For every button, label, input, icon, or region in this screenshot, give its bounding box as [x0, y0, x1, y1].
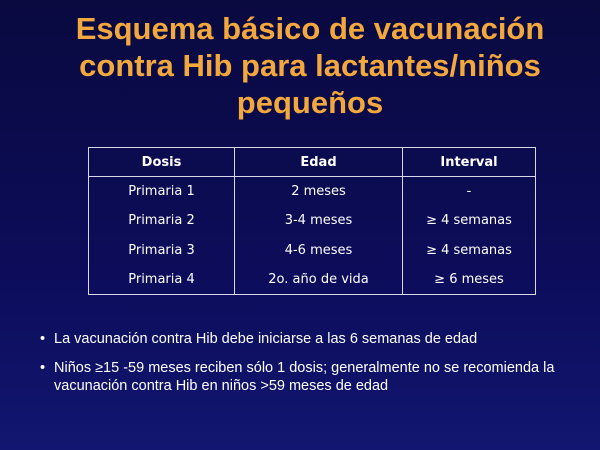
table-header-row: [89, 148, 535, 177]
table-row: [89, 206, 535, 235]
cell-dosis: Primaria 2: [89, 206, 235, 235]
title-line-2: contra Hib para lactantes/niños: [79, 48, 541, 83]
title-line-3: pequeños: [236, 85, 384, 120]
cell-dosis: Primaria 3: [89, 235, 235, 264]
cell-dosis: Primaria 1: [89, 177, 235, 207]
header-dosis: Dosis: [89, 148, 235, 177]
cell-interval: -: [466, 184, 472, 200]
bullet-text: Niños ≥15 -59 meses reciben sólo 1 dosis; generalmente no se recomienda la vacunación contra Hib en niños >59 meses de edad: [54, 360, 555, 394]
bullet-list: [40, 330, 580, 406]
table-row: [89, 177, 535, 207]
cell-edad: 2 meses: [235, 177, 403, 207]
title-line-1: Esquema básico de vacunación: [75, 11, 545, 46]
table-row: [89, 235, 535, 264]
cell-interval: ≥ 6 meses: [434, 271, 504, 287]
cell-edad: 4-6 meses: [235, 235, 403, 264]
vaccination-schedule-table: [88, 147, 536, 295]
bullet-marker: •: [40, 360, 46, 376]
bullet-text: La vacunación contra Hib debe iniciarse a las 6 semanas de edad: [54, 331, 478, 347]
cell-interval: ≥ 4 semanas: [426, 213, 512, 229]
header-interval: Interval: [403, 148, 536, 177]
cell-interval: ≥ 4 semanas: [426, 242, 512, 258]
cell-edad: 3-4 meses: [235, 206, 403, 235]
table-row: [89, 265, 535, 294]
cell-dosis: Primaria 4: [89, 265, 235, 294]
list-item: [40, 359, 580, 395]
header-edad: Edad: [235, 148, 403, 177]
cell-edad: 2o. año de vida: [235, 265, 403, 294]
list-item: [40, 330, 580, 348]
slide-title: [30, 10, 590, 121]
bullet-marker: •: [40, 331, 46, 347]
